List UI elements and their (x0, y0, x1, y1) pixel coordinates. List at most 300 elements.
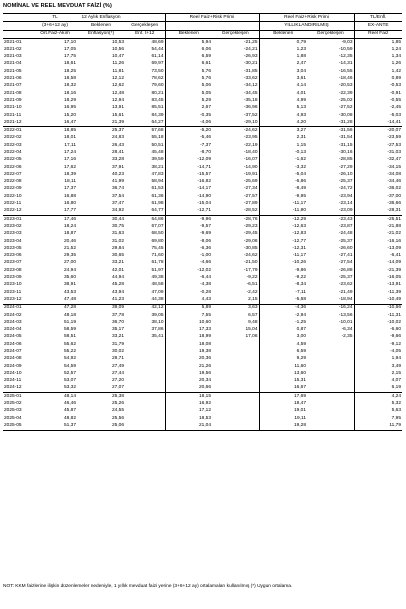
cell-tl-rate: 18,29 (63, 97, 76, 103)
cell-realized-inflation (125, 393, 165, 401)
cell-annualized-expected: -8,49 (259, 186, 307, 193)
cell-annualized-expected: 2,47 (259, 61, 307, 68)
cell-date: 2024-04 (4, 327, 22, 333)
table-row (3, 142, 402, 149)
cell-real-realized: -28,52 (212, 208, 259, 216)
cell-annualized-expected: 2,31 (259, 135, 307, 142)
cell-annualized-expected: -0,13 (259, 149, 307, 156)
cell-annualized-realized: -27,52 (338, 105, 353, 111)
cell-realized-inflation (125, 415, 165, 422)
cell-annualized-realized: -27,54 (338, 260, 353, 266)
cell-realized-inflation: 61,78 (151, 260, 164, 266)
cell-tl-rate: 18,58 (63, 76, 76, 82)
cell-real-realized: 15,04 (245, 327, 258, 333)
cell-real-expected: -5,46 (165, 135, 212, 142)
cell-date: 2023-02 (4, 223, 22, 229)
cell-realized-inflation: 47,09 (151, 289, 164, 295)
cell-annualized-realized: -25,37 (338, 179, 353, 185)
cell-expected-inflation: 39,09 (111, 305, 124, 311)
cell-expected-inflation: 27,07 (77, 385, 125, 393)
cell-annualized-expected: 1,88 (259, 53, 307, 60)
cell-real-realized: 17,06 (245, 334, 258, 340)
cell-ex-ante-real-rate: -23,59 (354, 135, 402, 142)
header-average-terms: (3+6+12 ay) (33, 22, 77, 30)
cell-date: 2025-02 (4, 401, 22, 407)
table-row (3, 112, 402, 119)
cell-annualized-expected: 4,93 (259, 112, 307, 119)
cell-annualized-realized: -2,35 (341, 334, 353, 340)
cell-tl-rate: 18,32 (63, 83, 76, 89)
cell-date: 2022-03 (4, 142, 22, 148)
table-row (3, 356, 402, 363)
cell-annualized-expected: -12,31 (259, 245, 307, 252)
cell-real-expected: -5,20 (165, 127, 212, 135)
cell-annualized-realized: -31,56 (338, 128, 353, 134)
cell-ex-ante-real-rate: -34,08 (354, 171, 402, 178)
cell-annualized-expected: -11,90 (259, 208, 307, 216)
cell-date: 2022-07 (4, 171, 22, 177)
cell-realized-inflation: 54,44 (151, 46, 164, 52)
cell-real-realized (212, 363, 259, 370)
cell-annualized-expected: -12,29 (259, 216, 307, 224)
cell-annualized-realized: -28,85 (338, 157, 353, 163)
cell-annualized-expected: 6,59 (259, 348, 307, 355)
cell-real-expected: -0,35 (165, 112, 212, 119)
cell-expected-inflation: 28,41 (111, 149, 124, 155)
cell-annualized-realized (307, 385, 354, 393)
table-row (3, 223, 402, 230)
cell-realized-inflation: 69,80 (151, 238, 164, 244)
cell-annualized-realized: -23,87 (338, 223, 353, 229)
cell-annualized-realized: -24,48 (338, 231, 353, 237)
table-row (3, 208, 402, 216)
header-real-rate: Reel Faiz+Risk Primi (165, 14, 259, 22)
cell-annualized-realized (307, 341, 354, 348)
cell-ex-ante-real-rate: -21,02 (354, 231, 402, 238)
cell-ex-ante-real-rate: -0,53 (354, 83, 402, 90)
cell-expected-inflation: 15,61 (111, 112, 124, 118)
cell-tl-rate: 54,92 (63, 356, 76, 362)
table-row (3, 363, 402, 370)
cell-realized-inflation (125, 385, 165, 393)
cell-ex-ante-real-rate: -13,91 (354, 282, 402, 289)
cell-annualized-realized: -30,08 (338, 112, 353, 118)
cell-tl-rate: 18,39 (63, 171, 76, 177)
cell-real-expected: 20,66 (165, 385, 212, 393)
cell-real-realized (212, 393, 259, 401)
cell-real-expected: 17,12 (165, 408, 212, 415)
cell-realized-inflation (125, 341, 165, 348)
cell-ex-ante-real-rate: 0,89 (354, 75, 402, 82)
cell-tl-rate: 17,05 (63, 46, 76, 52)
cell-realized-inflation: 64,27 (125, 119, 165, 127)
cell-expected-inflation: 30,65 (111, 253, 124, 259)
cell-real-realized: -30,21 (243, 61, 258, 67)
table-row (3, 370, 402, 377)
cell-annualized-realized: -26,10 (338, 171, 353, 177)
cell-annualized-expected: -12,83 (259, 231, 307, 238)
cell-annualized-expected: 18,47 (259, 400, 307, 407)
table-row (3, 348, 402, 355)
cell-expected-inflation: 36,70 (111, 319, 124, 325)
cell-tl-rate: 29,35 (63, 253, 76, 259)
cell-realized-inflation: 84,39 (151, 112, 164, 118)
cell-tl-rate: 53,07 (63, 378, 76, 384)
header-real-expected: Beklenen (165, 30, 212, 38)
cell-tl-rate: 17,46 (63, 216, 76, 222)
cell-realized-inflation: 44,38 (125, 296, 165, 304)
cell-realized-inflation: 68,50 (151, 231, 164, 237)
cell-real-realized: -27,57 (243, 193, 258, 199)
cell-real-expected: -4,38 (165, 282, 212, 289)
cell-ex-ante-real-rate: 5,63 (354, 408, 402, 415)
table-row (3, 282, 402, 289)
cell-tl-rate: 47,48 (33, 296, 77, 304)
cell-realized-inflation: 55,18 (151, 135, 164, 141)
cell-annualized-expected: 4,01 (259, 90, 307, 97)
cell-tl-rate: 58,51 (63, 334, 76, 340)
header-tl-enfl: TL/Enfl. (354, 14, 402, 22)
cell-ex-ante-real-rate: -21,39 (354, 267, 402, 274)
table-row (3, 267, 402, 274)
cell-date: 2022-10 (4, 193, 22, 199)
cell-ex-ante-real-rate: -4,05 (354, 348, 402, 355)
cell-real-expected: -1,00 (165, 253, 212, 260)
cell-expected-inflation: 28,71 (111, 356, 124, 362)
cell-real-realized: -26,93 (243, 54, 258, 60)
cell-real-realized: -19,91 (243, 171, 258, 177)
cell-expected-inflation: 34,92 (77, 208, 125, 216)
cell-expected-inflation: 30,44 (111, 216, 124, 222)
cell-annualized-expected: 19,28 (259, 422, 307, 430)
cell-expected-inflation: 37,47 (111, 201, 124, 207)
cell-annualized-expected: -9,95 (259, 193, 307, 200)
cell-date: 2024-03 (4, 319, 22, 325)
cell-realized-inflation: 37,86 (151, 327, 164, 333)
cell-real-expected: -12,71 (165, 208, 212, 216)
cell-expected-inflation: 41,23 (77, 296, 125, 304)
cell-ex-ante-real-rate: 4,07 (354, 378, 402, 385)
cell-date: 2022-01 (4, 128, 22, 134)
cell-date: 2024-09 (4, 363, 22, 369)
cell-ex-ante-real-rate: -25,51 (354, 216, 402, 224)
cell-realized-inflation: 64,86 (151, 216, 164, 222)
cell-date: 2021-11 (4, 112, 22, 118)
header-annualized: YILLIKLANDIRILMIŞ (259, 22, 354, 30)
cell-annualized-expected: 1,23 (259, 46, 307, 53)
cell-realized-inflation: 38,10 (151, 319, 164, 325)
cell-annualized-realized: -23,94 (338, 193, 353, 199)
cell-realized-inflation: 48,58 (151, 282, 164, 288)
cell-real-realized: -30,85 (243, 245, 258, 251)
cell-date: 2023-06 (4, 253, 22, 259)
cell-tl-rate: 18,25 (63, 68, 76, 74)
cell-tl-rate: 58,59 (63, 327, 76, 333)
cell-expected-inflation: 25,37 (111, 128, 124, 134)
table-body (3, 38, 402, 430)
cell-realized-inflation: 58,94 (151, 179, 164, 185)
cell-date: 2021-05 (4, 68, 22, 74)
cell-ex-ante-real-rate: -6,41 (354, 253, 402, 260)
table-row (3, 312, 402, 319)
header-expected: Beklenen (77, 22, 125, 30)
table-row (3, 289, 402, 296)
cell-annualized-expected: -12,63 (259, 223, 307, 230)
table-row (3, 385, 402, 393)
cell-tl-rate: 55,22 (63, 349, 76, 354)
cell-date: 2022-12 (3, 208, 33, 216)
cell-real-realized (212, 348, 259, 355)
cell-real-expected: -8,70 (165, 149, 212, 156)
cell-real-realized (212, 378, 259, 385)
cell-ex-ante-real-rate: -28,31 (354, 208, 402, 216)
cell-expected-inflation: 31,79 (111, 341, 124, 347)
cell-real-expected: -16,82 (165, 179, 212, 186)
cell-real-expected: -7,37 (165, 142, 212, 149)
cell-realized-inflation: 61,53 (151, 186, 164, 192)
cell-realized-inflation: 61,98 (151, 201, 164, 207)
cell-date: 2023-04 (4, 238, 22, 244)
cell-tl-rate: 18,24 (63, 223, 76, 229)
cell-annualized-realized: -13,56 (338, 312, 353, 318)
cell-annualized-expected: 13,60 (259, 370, 307, 377)
cell-realized-inflation: 85,51 (151, 105, 164, 111)
cell-tl-rate: 18,01 (63, 135, 76, 141)
table-row (3, 415, 402, 422)
cell-real-expected: 17,33 (165, 326, 212, 333)
table-row (3, 171, 402, 178)
cell-tl-rate: 38,91 (63, 282, 76, 288)
cell-annualized-expected: -10,26 (259, 260, 307, 267)
cell-real-expected: 6,59 (165, 53, 212, 60)
header-avg-rate-flow: Ort.Faiz-Akım (33, 30, 77, 38)
cell-ex-ante-real-rate: 3,49 (354, 363, 402, 370)
cell-ex-ante-real-rate: 6,19 (354, 385, 402, 393)
cell-annualized-realized: -23,43 (338, 216, 353, 222)
cell-annualized-realized: -25,02 (338, 97, 353, 103)
cell-real-expected: 20,34 (165, 378, 212, 385)
cell-expected-inflation: 31,02 (111, 238, 124, 244)
cell-ex-ante-real-rate: -37,00 (354, 193, 402, 200)
cell-annualized-expected: -9,22 (259, 274, 307, 281)
cell-realized-inflation: 51,97 (151, 267, 164, 273)
cell-ex-ante-real-rate: 1,34 (354, 53, 402, 60)
cell-ex-ante-real-rate: -36,02 (354, 186, 402, 193)
cell-annualized-realized (307, 348, 354, 355)
table-row (3, 186, 402, 193)
cell-date: 2021-03 (4, 54, 22, 60)
cell-realized-inflation: 42,12 (151, 305, 164, 311)
cell-ex-ante-real-rate: 1,85 (354, 38, 402, 46)
cell-real-expected: -14,90 (165, 193, 212, 200)
cell-real-realized: -36,96 (243, 105, 258, 111)
cell-real-expected: 21,04 (165, 422, 212, 430)
cell-tl-rate: 48,14 (63, 393, 76, 399)
cell-expected-inflation: 12,48 (111, 90, 124, 96)
cell-real-expected: 18,08 (165, 341, 212, 348)
cell-annualized-realized: -23,62 (338, 282, 353, 288)
cell-real-expected: -15,57 (165, 171, 212, 178)
cell-expected-inflation: 27,44 (111, 370, 124, 376)
cell-real-expected: 18,99 (165, 334, 212, 341)
cell-real-realized: -37,52 (243, 112, 258, 118)
cell-expected-inflation: 25,56 (111, 415, 124, 421)
cell-real-realized: -24,62 (243, 253, 258, 259)
cell-real-realized: -22,19 (243, 142, 258, 148)
cell-tl-rate: 45,87 (63, 408, 76, 414)
cell-tl-rate: 47,28 (63, 305, 76, 311)
cell-annualized-expected: 16,67 (259, 385, 307, 393)
cell-annualized-realized (307, 400, 354, 407)
cell-real-expected: -9,69 (165, 231, 212, 238)
cell-annualized-realized: -6,34 (341, 327, 353, 333)
cell-realized-inflation: 73,50 (151, 68, 164, 74)
cell-date: 2022-04 (4, 149, 22, 155)
cell-date: 2021-12 (3, 119, 33, 127)
table-row (3, 200, 402, 207)
cell-ex-ante-real-rate: -9,12 (354, 341, 402, 348)
cell-annualized-expected: 19,01 (259, 408, 307, 415)
cell-real-realized: -29,23 (243, 223, 258, 229)
cell-annualized-expected: -11,17 (259, 253, 307, 260)
cell-realized-inflation: 69,97 (151, 61, 164, 67)
cell-annualized-expected: 9,29 (259, 356, 307, 363)
cell-date: 2024-01 (4, 305, 22, 311)
cell-real-realized: -6,51 (246, 282, 258, 288)
cell-tl-rate: 17,10 (63, 39, 76, 45)
cell-real-realized: -27,34 (243, 186, 258, 192)
cell-ex-ante-real-rate: -16,16 (354, 238, 402, 245)
cell-real-realized: -21,25 (243, 39, 258, 45)
table-row (3, 105, 402, 112)
table-row (3, 149, 402, 156)
cell-tl-rate: 46,46 (63, 401, 76, 407)
table-row (3, 245, 402, 252)
cell-tl-rate: 54,59 (63, 363, 76, 369)
cell-annualized-realized: -21,49 (338, 289, 353, 295)
cell-tl-rate: 18,85 (63, 128, 76, 134)
cell-real-expected: -8,06 (165, 238, 212, 245)
cell-annualized-realized: -16,24 (338, 305, 353, 311)
cell-tl-rate: 16,47 (33, 119, 77, 127)
cell-real-realized: -17,79 (243, 267, 258, 273)
cell-annualized-realized: -14,31 (338, 61, 353, 67)
cell-annualized-expected: 0,87 (259, 326, 307, 333)
table-row (3, 46, 402, 53)
cell-tl-rate: 17,11 (64, 142, 76, 148)
cell-real-realized (212, 422, 259, 430)
cell-date: 2023-05 (4, 245, 22, 251)
cell-real-realized: -21,50 (243, 260, 258, 266)
cell-date: 2022-11 (4, 201, 22, 207)
cell-ex-ante-real-rate: -6,60 (354, 326, 402, 333)
cell-real-realized: 6,57 (248, 312, 258, 318)
table-row (3, 304, 402, 312)
cell-realized-inflation: 50,51 (151, 142, 164, 148)
cell-tl-rate: 52,57 (63, 370, 76, 376)
cell-tl-rate: 43,53 (63, 289, 76, 295)
cell-expected-inflation: 11,26 (112, 61, 124, 67)
cell-annualized-realized: -31,28 (307, 119, 354, 127)
cell-real-realized: -24,62 (243, 128, 258, 134)
cell-tl-rate: 27,00 (63, 260, 76, 266)
cell-real-realized: -28,76 (243, 216, 258, 222)
table-row (3, 119, 402, 127)
table-row (3, 157, 402, 164)
cell-real-expected: 5,76 (165, 68, 212, 75)
cell-expected-inflation: 30,02 (111, 349, 124, 354)
cell-annualized-expected: -4,36 (259, 304, 307, 312)
cell-real-realized: 9,48 (248, 319, 258, 325)
cell-ex-ante-real-rate: 1,42 (354, 68, 402, 75)
cell-tl-rate: 17,16 (63, 157, 76, 163)
cell-expected-inflation: 36,74 (111, 186, 124, 192)
cell-expected-inflation: 10,47 (111, 54, 124, 60)
cell-ex-ante-real-rate: 7,95 (354, 415, 402, 422)
header-blank (3, 14, 33, 22)
cell-expected-inflation: 26,43 (111, 142, 124, 148)
cell-real-realized: -34,45 (243, 90, 258, 96)
cell-annualized-realized (307, 356, 354, 363)
cell-real-expected: -9,57 (165, 223, 212, 230)
cell-real-expected: -6,36 (165, 245, 212, 252)
cell-ex-ante-real-rate: -36,66 (354, 200, 402, 207)
cell-realized-inflation (125, 400, 165, 407)
table-row (3, 334, 402, 341)
cell-realized-inflation: 67,07 (151, 223, 164, 229)
cell-realized-inflation: 47,83 (151, 171, 164, 177)
cell-real-expected: -9,96 (165, 216, 212, 224)
cell-realized-inflation: 78,62 (151, 76, 164, 82)
cell-expected-inflation: 24,55 (111, 408, 124, 414)
cell-annualized-realized: -18,94 (307, 296, 354, 304)
cell-expected-inflation: 37,54 (111, 193, 124, 199)
cell-expected-inflation: 41,99 (111, 179, 124, 185)
cell-annualized-realized: -10,59 (338, 46, 353, 52)
cell-expected-inflation: 21,39 (77, 119, 125, 127)
cell-annualized-realized: -23,09 (307, 208, 354, 216)
cell-real-realized: -29,06 (243, 238, 258, 244)
cell-expected-inflation: 37,91 (111, 164, 124, 170)
table-row (3, 83, 402, 90)
cell-tl-rate: 48,18 (63, 312, 76, 318)
cell-annualized-realized: -18,46 (338, 76, 353, 82)
cell-tl-rate: 17,62 (63, 164, 76, 170)
cell-annualized-expected: -5,68 (259, 296, 307, 304)
cell-real-expected: 19,56 (165, 370, 212, 377)
table-row (3, 68, 402, 75)
cell-real-expected: 7,55 (165, 312, 212, 319)
table-row (3, 179, 402, 186)
cell-real-realized: -33,62 (243, 76, 258, 82)
header-annualized-realized: Gerçekleşen (307, 30, 354, 38)
cell-realized-inflation: 35,41 (151, 334, 164, 340)
header-inflation-12m: 12 Aylık Enflasyon (77, 14, 125, 22)
table-row (3, 260, 402, 267)
cell-annualized-realized: -30,16 (338, 149, 353, 155)
cell-tl-rate: 18,11 (64, 179, 76, 185)
page-title: NOMİNAL VE REEL MEVDUAT FAİZİ (%) (3, 3, 112, 9)
table-row (3, 238, 402, 245)
cell-real-realized (212, 408, 259, 415)
table-row (3, 38, 402, 46)
cell-date: 2023-10 (4, 282, 22, 288)
cell-ex-ante-real-rate: 2,15 (354, 370, 402, 377)
cell-real-expected: 5,76 (165, 75, 212, 82)
cell-date: 2025-05 (3, 422, 33, 430)
cell-real-expected: 5,94 (165, 38, 212, 46)
header-realized: Gerçekleşen (125, 22, 165, 30)
